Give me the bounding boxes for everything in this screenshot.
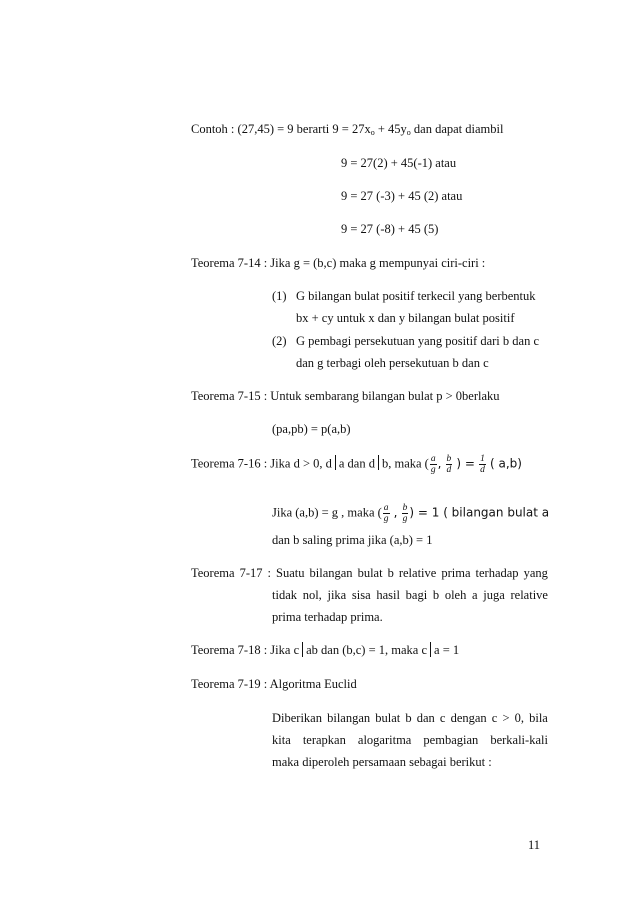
- theorem-7-16-line-3: dan b saling prima jika (a,b) = 1: [272, 533, 433, 547]
- t16-l2-text-a: Jika (a,b) = g , maka (: [272, 505, 382, 520]
- theorem-7-19-line-2: kita terapkan alogaritma pembagian berkali-kali: [272, 733, 548, 747]
- theorem-7-15-heading: Teorema 7-15 : Untuk sembarang bilangan bulat p > 0berlaku: [191, 389, 500, 403]
- list-item-1-text: G bilangan bulat positif terkecil yang berbentuk: [296, 289, 536, 303]
- contoh-eq-1: 9 = 27(2) + 45(-1) atau: [341, 156, 457, 170]
- t18-text-a: Teorema 7-18 : Jika c: [191, 643, 300, 657]
- theorem-7-19-heading: Teorema 7-19 : Algoritma Euclid: [191, 677, 357, 691]
- fraction-b-over-d: $\frac{b}{d}$: [446, 454, 452, 475]
- divides-bar: [302, 642, 303, 657]
- list-item-1-line-1: [296, 287, 548, 305]
- t16-text-a: Teorema 7-16 : Jika d > 0, d: [191, 456, 332, 471]
- t16-text-c: b, maka (: [381, 456, 429, 471]
- theorem-7-16-heading: [191, 454, 522, 475]
- contoh-eq-2: 9 = 27 (-3) + 45 (2) atau: [341, 189, 463, 203]
- fraction-b-over-g: $\frac{b}{g}$: [402, 503, 408, 524]
- close-paren-equals: ) =: [456, 456, 475, 471]
- list-item-1-line-2: bx + cy untuk x dan y bilangan bulat positif: [296, 311, 515, 325]
- list-item-2-line-1: G pembagi persekutuan yang positif dari b dan c: [296, 334, 539, 348]
- list-number-2: (2): [272, 334, 287, 348]
- theorem-7-19-line-3: maka diperoleh persamaan sebagai berikut :: [272, 755, 492, 769]
- contoh-text-mid: + 45y: [374, 122, 407, 136]
- divides-bar: [430, 642, 431, 657]
- contoh-line: [191, 120, 503, 138]
- theorem-7-16-line-2: [272, 503, 549, 524]
- t16-text-b: a dan d: [338, 456, 375, 471]
- x-subscript: o: [370, 128, 375, 137]
- list-number-1: (1): [272, 289, 287, 303]
- theorem-7-17-line-1: Teorema 7-17 : Suatu bilangan bulat b relative prima terhadap yang: [191, 566, 548, 580]
- fraction-a-over-g: $\frac{a}{g}$: [383, 503, 389, 524]
- t18-text-c: a = 1: [434, 643, 460, 657]
- theorem-7-17-line-2: tidak nol, jika sisa hasil bagi b oleh a juga relative: [272, 588, 548, 602]
- comma: ,: [393, 505, 398, 520]
- theorem-7-17-line-3: prima terhadap prima.: [272, 610, 383, 624]
- theorem-7-18: [191, 641, 459, 659]
- t18-text-b: ab dan (b,c) = 1, maka c: [306, 643, 428, 657]
- divides-bar: [378, 455, 379, 470]
- contoh-eq-3: 9 = 27 (-8) + 45 (5): [341, 222, 439, 236]
- comma: ,: [437, 456, 442, 471]
- list-item-2-line-2: dan g terbagi oleh persekutuan b dan c: [296, 356, 489, 370]
- theorem-7-14-heading: Teorema 7-14 : Jika g = (b,c) maka g mempunyai ciri-ciri :: [191, 256, 486, 270]
- t16-tail: ( a,b): [489, 456, 522, 471]
- fraction-1-over-d: $\frac{1}{d}$: [480, 454, 485, 475]
- contoh-text: Contoh : (27,45) = 9 berarti 9 = 27x: [191, 122, 371, 136]
- page-number: 11: [528, 838, 541, 852]
- theorem-7-15-equation: (pa,pb) = p(a,b): [272, 422, 351, 436]
- t16-l2-text-b: ) = 1 ( bilangan bulat a: [409, 505, 550, 520]
- theorem-7-19-line-1: Diberikan bilangan bulat b dan c dengan c > 0, bila: [272, 711, 548, 725]
- contoh-text-post: dan dapat diambil: [410, 122, 504, 136]
- divides-bar: [335, 455, 336, 470]
- y-subscript: o: [406, 128, 411, 137]
- fraction-a-over-g: $\frac{a}{g}$: [430, 454, 436, 475]
